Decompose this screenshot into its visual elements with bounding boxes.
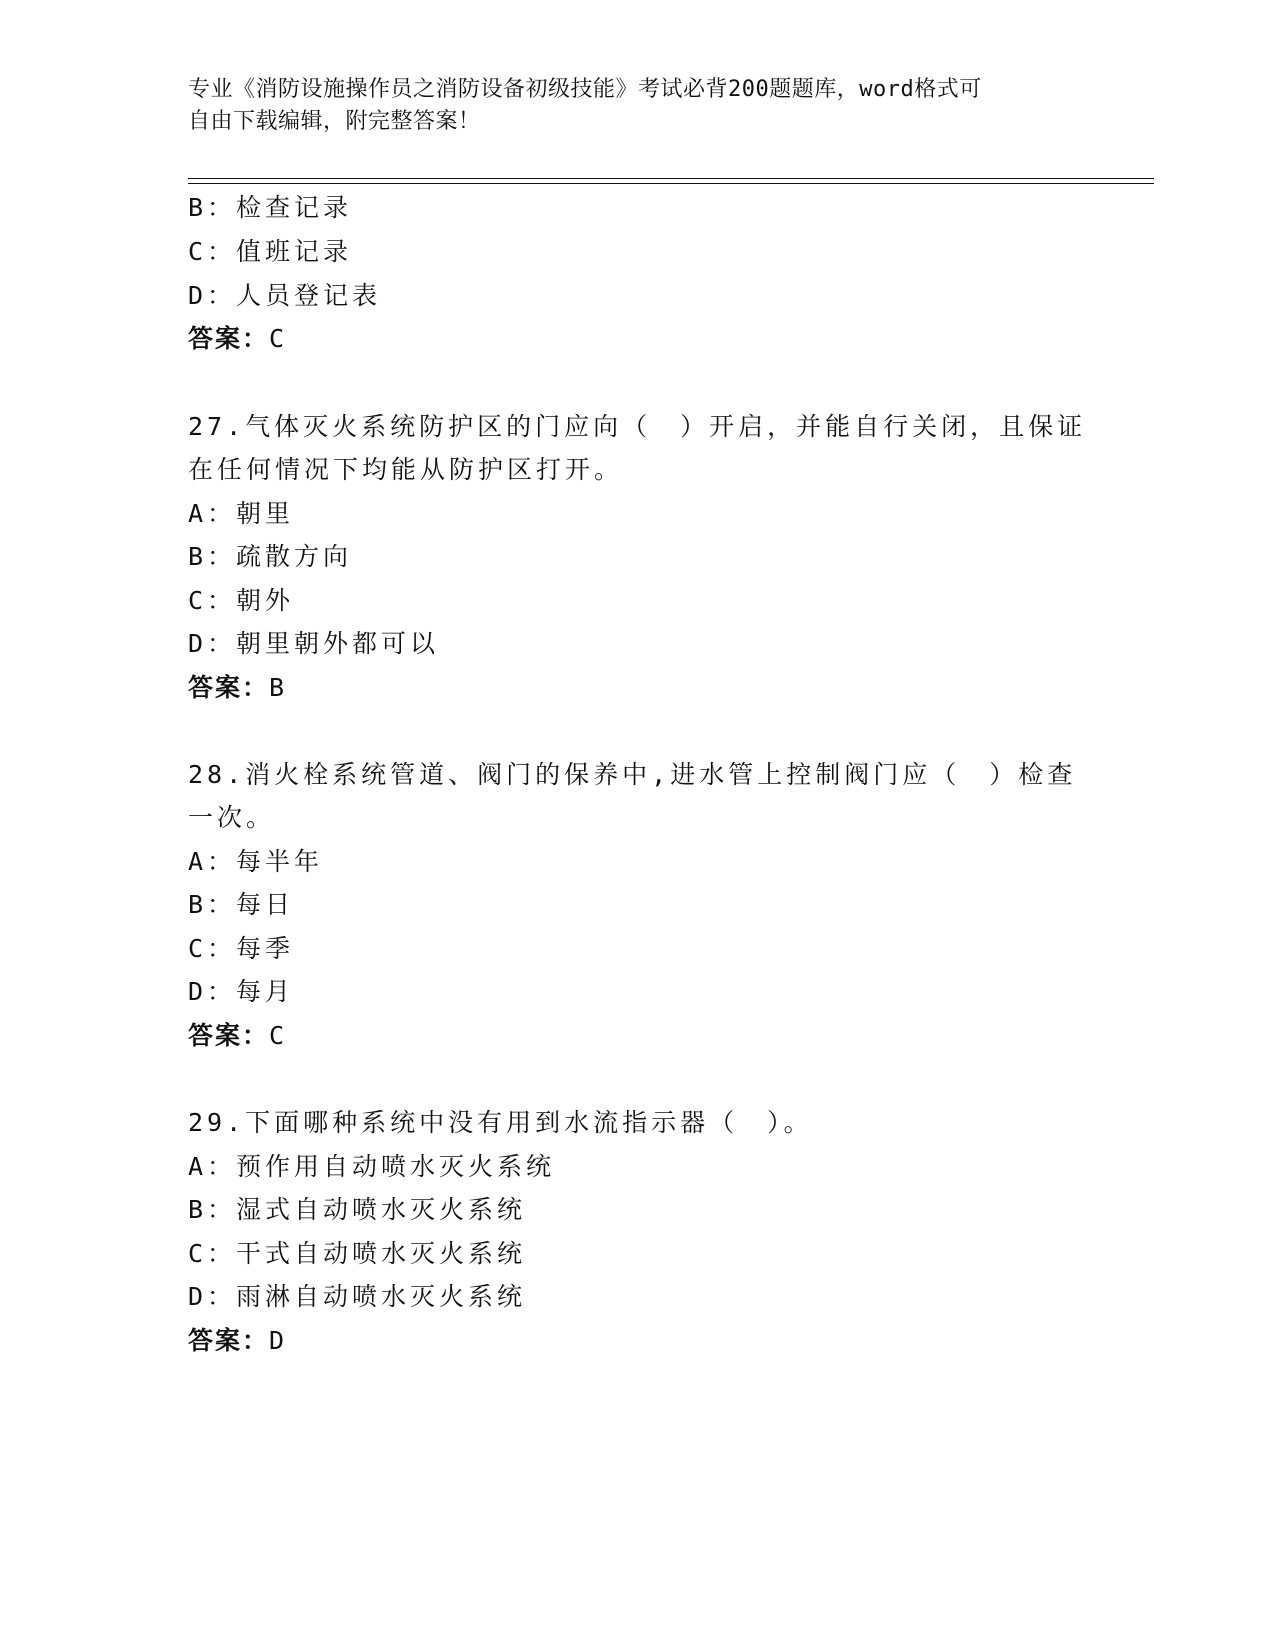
q26-option-c: C：值班记录 — [188, 237, 353, 266]
q28-option-a: A：每半年 — [188, 847, 324, 876]
answer-label: 答案： — [188, 324, 270, 353]
q29-option-a: A：预作用自动喷水灭火系统 — [188, 1152, 556, 1181]
q27-option-b: B：疏散方向 — [188, 542, 353, 571]
q27-stem-line-1: 27.气体灭火系统防护区的门应向（ ）开启，并能自行关闭，且保证 — [188, 412, 1087, 441]
header-divider-bottom — [188, 183, 1154, 184]
q27-option-d: D：朝里朝外都可以 — [188, 629, 440, 658]
q27-stem-line-2: 在任何情况下均能从防护区打开。 — [188, 455, 624, 484]
q28-option-c: C：每季 — [188, 934, 295, 963]
q29-stem-line-1: 29.下面哪种系统中没有用到水流指示器（ ）。 — [188, 1108, 813, 1137]
answer-value: C — [269, 324, 287, 353]
q28-option-d: D：每月 — [188, 977, 295, 1006]
q28-option-b: B：每日 — [188, 890, 295, 919]
q26-option-d: D：人员登记表 — [188, 281, 382, 310]
document-header — [188, 74, 1088, 138]
answer-label: 答案： — [188, 673, 270, 702]
q28-answer — [188, 1019, 286, 1053]
q27-option-a: A：朝里 — [188, 499, 295, 528]
q27-answer — [188, 671, 286, 705]
q29-answer — [188, 1324, 286, 1358]
answer-label: 答案： — [188, 1326, 270, 1355]
q28-stem-line-2: 一次。 — [188, 803, 276, 832]
q29-option-b: B：湿式自动喷水灭火系统 — [188, 1195, 527, 1224]
answer-label: 答案： — [188, 1021, 270, 1050]
q29-option-d: D：雨淋自动喷水灭火系统 — [188, 1282, 527, 1311]
header-divider-top — [188, 178, 1154, 179]
header-line-1: 专业《消防设施操作员之消防设备初级技能》考试必背200题题库，word格式可 — [188, 77, 982, 102]
q26-option-b: B：检查记录 — [188, 193, 353, 222]
q27-option-c: C：朝外 — [188, 586, 295, 615]
answer-value: D — [269, 1326, 287, 1355]
q29-option-c: C：干式自动喷水灭火系统 — [188, 1239, 527, 1268]
header-line-2: 自由下载编辑，附完整答案！ — [188, 109, 481, 134]
answer-value: C — [269, 1021, 287, 1050]
q26-answer — [188, 322, 286, 356]
answer-value: B — [269, 673, 287, 702]
q28-stem-line-1: 28.消火栓系统管道、阀门的保养中,进水管上控制阀门应（ ）检查 — [188, 760, 1077, 789]
